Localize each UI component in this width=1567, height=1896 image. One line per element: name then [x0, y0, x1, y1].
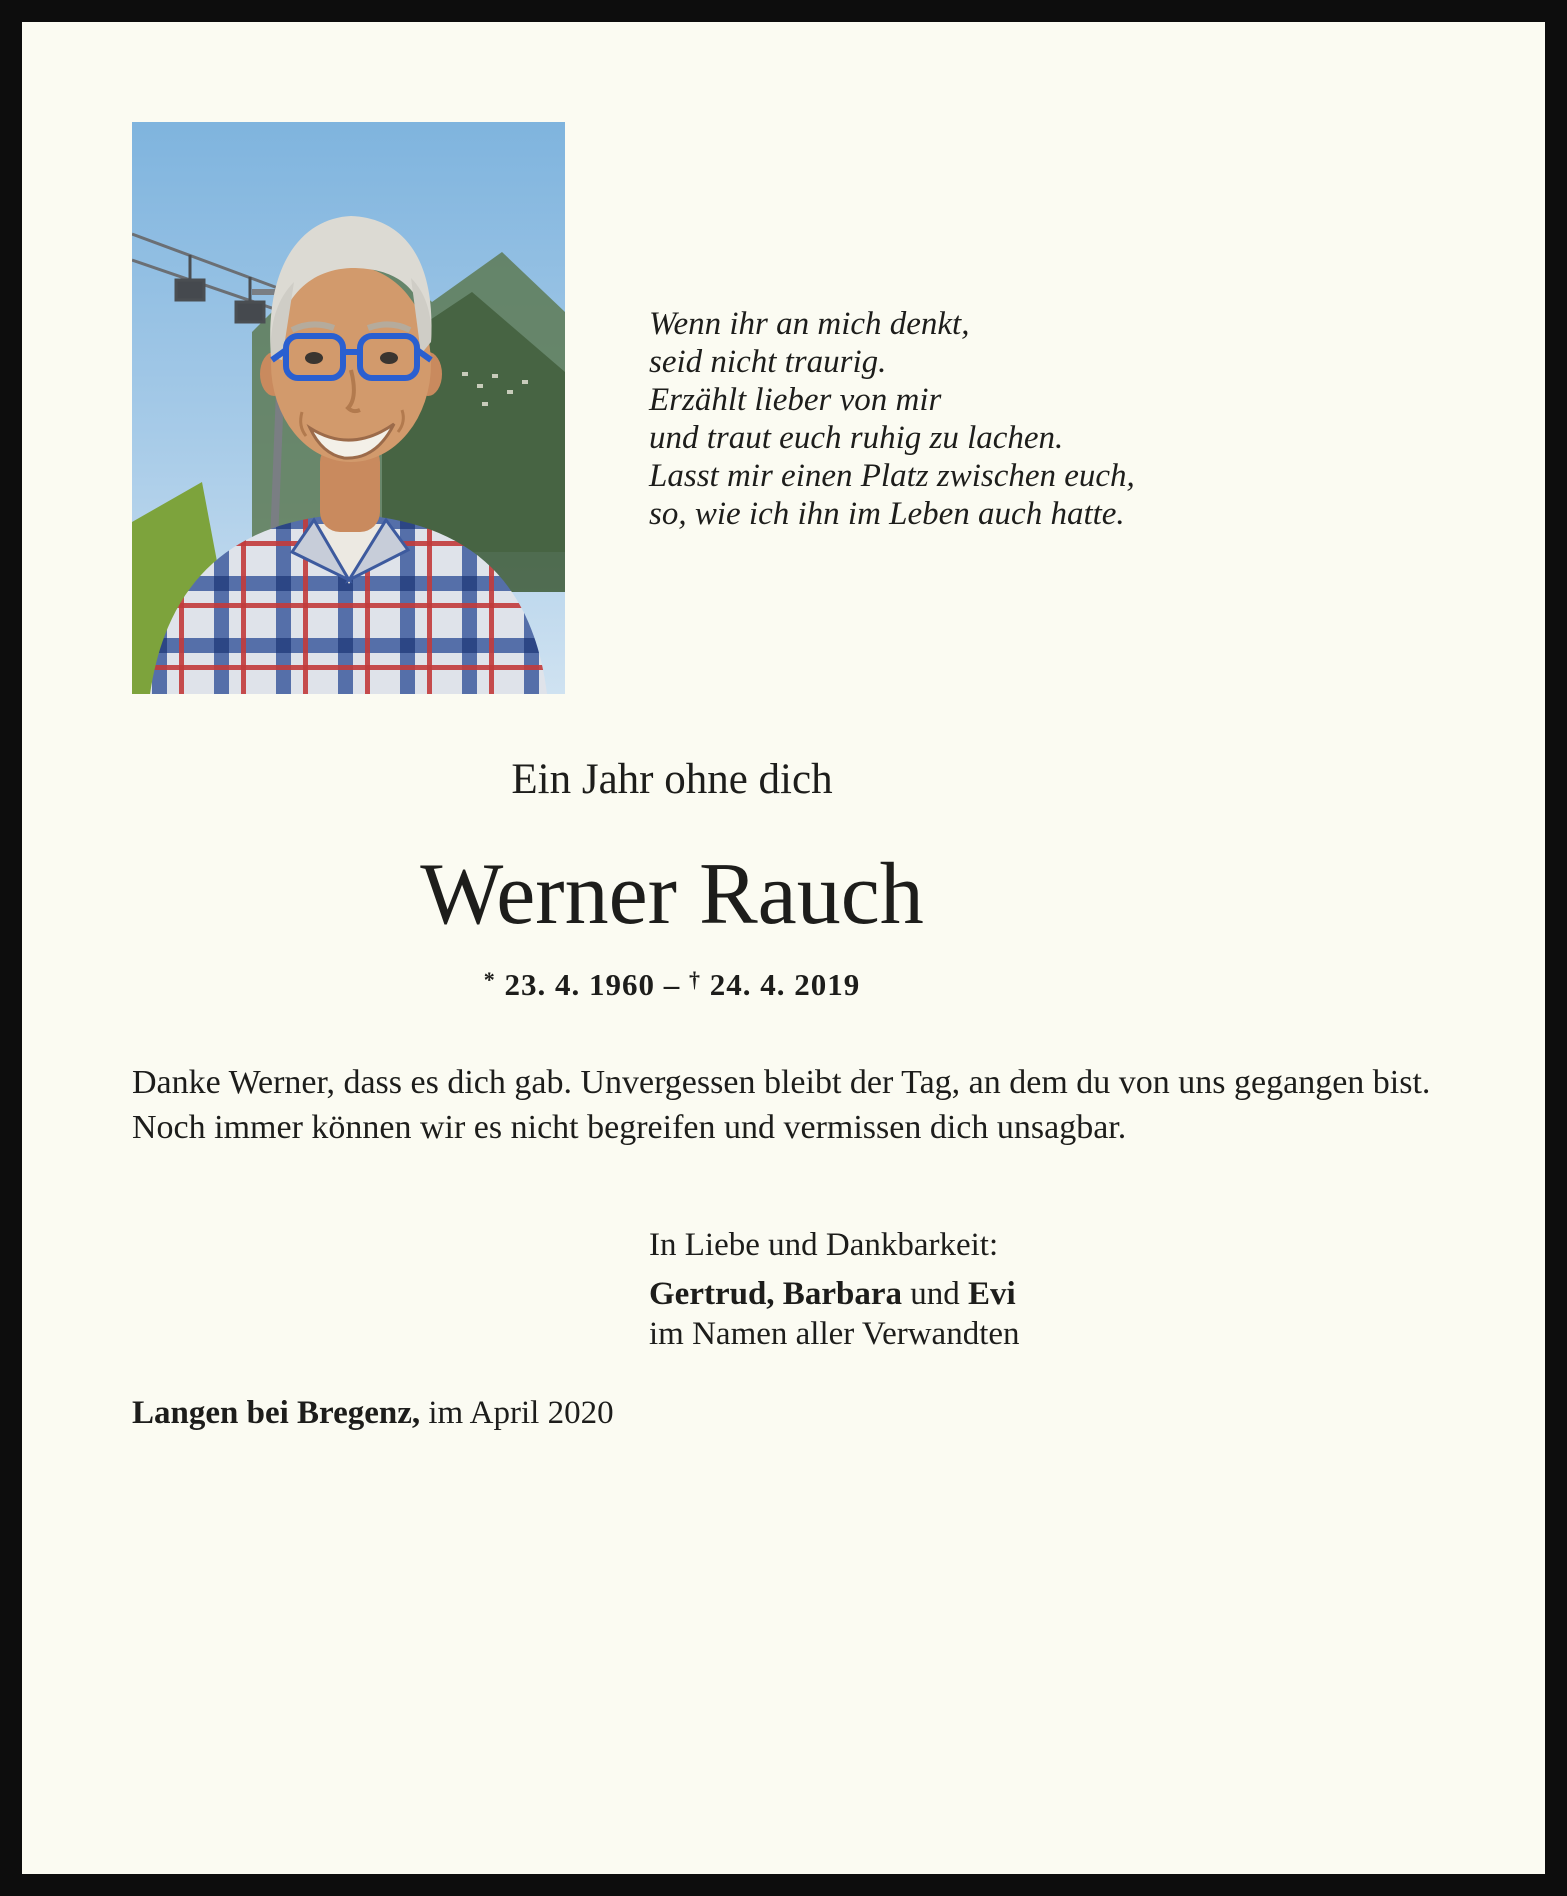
deceased-name: Werner Rauch [420, 846, 924, 943]
face [271, 266, 431, 462]
family-names-bold2: Evi [967, 1276, 1016, 1312]
death-date: 24. 4. 2019 [709, 967, 861, 1002]
eye-left [305, 352, 323, 364]
birth-symbol: * [483, 967, 496, 992]
poem-line: Lasst mir einen Platz zwischen euch, [649, 458, 1135, 494]
place: Langen bei Bregenz, [132, 1395, 421, 1431]
memorial-poem [649, 305, 1135, 533]
portrait-photo [132, 122, 565, 694]
life-dates [132, 967, 1212, 1003]
memorial-text: Danke Werner, dass es dich gab. Unvergessen bleibt der Tag, an dem du von uns gegangen bist. Noch immer können wir es nicht begreifen und vermissen dich unsagbar. [132, 1064, 1431, 1146]
poem-line: Wenn ihr an mich denkt, [649, 306, 970, 342]
memorial-subtitle: Ein Jahr ohne dich [511, 756, 833, 803]
family-names [649, 1274, 1020, 1314]
eye-right [380, 352, 398, 364]
closing-block [649, 1225, 1020, 1354]
portrait-illustration [132, 122, 565, 694]
closing-intro: In Liebe und Dankbarkeit: [649, 1227, 999, 1263]
poem-line: und traut euch ruhig zu lachen. [649, 420, 1064, 456]
obituary-sheet [22, 22, 1545, 1874]
place-date-line [132, 1395, 614, 1432]
poem-line: seid nicht traurig. [649, 344, 887, 380]
death-symbol: † [689, 967, 701, 992]
family-names-bold: Gertrud, Barbara [649, 1276, 902, 1312]
closing-line2: im Namen aller Verwandten [649, 1316, 1020, 1352]
family-names-middle: und [901, 1276, 968, 1312]
poem-line: Erzählt lieber von mir [649, 382, 942, 418]
poem-line: so, wie ich ihn im Leben auch hatte. [649, 496, 1125, 532]
dates-separator: – [655, 967, 689, 1002]
date: im April 2020 [420, 1395, 614, 1431]
birth-date: 23. 4. 1960 [504, 967, 655, 1002]
